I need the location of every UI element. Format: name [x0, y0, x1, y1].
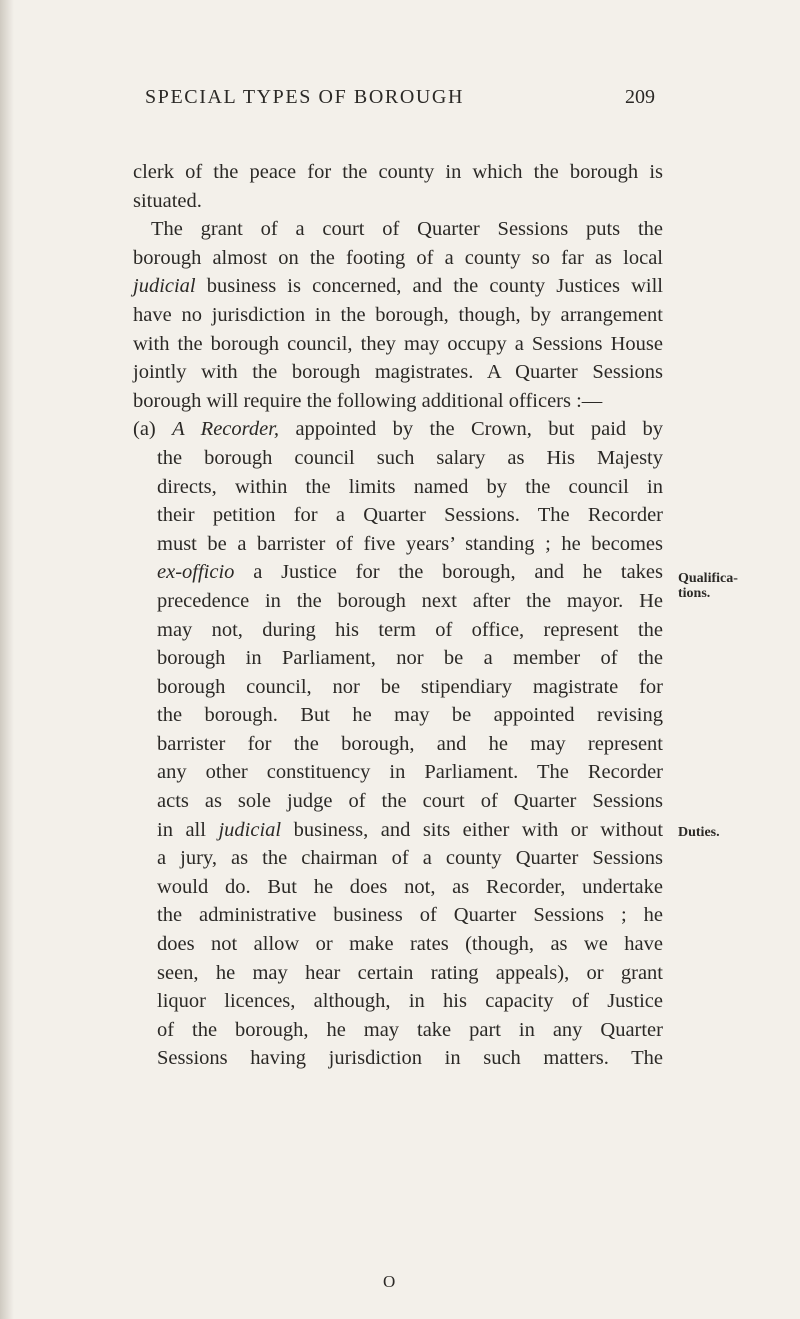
text-line: the borough council such salary as His Majesty: [157, 446, 663, 469]
italic-word: judicial: [218, 818, 282, 841]
text-line: does not allow or make rates (though, as we have: [157, 933, 663, 956]
page-edge-shadow: [0, 0, 14, 1319]
margin-note-line: Qualifica-: [678, 571, 738, 586]
text-line: would do. But he does not, as Recorder, undertake: [157, 875, 663, 898]
italic-term: ex-officio: [157, 561, 235, 584]
text-line: of the borough, he may take part in any Quarter: [157, 1018, 663, 1041]
text-line: the administrative business of Quarter Sessions ; he: [157, 904, 663, 927]
text-line: have no jurisdiction in the borough, though, by arrangement: [133, 303, 663, 326]
margin-note-qualifications: [678, 571, 788, 601]
text-line: situated.: [133, 189, 202, 212]
text-line: the borough. But he may be appointed revising: [157, 704, 663, 727]
text-line: liquor licences, although, in his capacity of Justice: [157, 990, 663, 1013]
text-fragment: business, and sits either with or without: [293, 818, 664, 841]
text-line: directs, within the limits named by the council in: [157, 475, 663, 498]
text-line: seen, he may hear certain rating appeals), or grant: [157, 961, 663, 984]
text-fragment: business is concerned, and the county Justices will: [206, 275, 663, 298]
margin-note-line: Duties.: [678, 825, 720, 840]
body-text: [133, 158, 663, 1073]
italic-term: A Recorder,: [172, 418, 280, 441]
margin-note-line: tions.: [678, 586, 711, 601]
signature-mark: O: [383, 1272, 396, 1291]
list-marker: (a): [133, 418, 156, 441]
text-line: borough in Parliament, nor be a member of the: [157, 647, 663, 670]
text-line: The grant of a court of Quarter Sessions puts the: [151, 218, 663, 241]
page-header: [145, 86, 655, 116]
text-line: a jury, as the chairman of a county Quarter Sessions: [157, 847, 663, 870]
text-line: acts as sole judge of the court of Quarter Sessions: [157, 790, 663, 813]
page-number: 209: [625, 86, 655, 108]
text-line: barrister for the borough, and he may represent: [157, 732, 663, 755]
text-line: [133, 816, 663, 845]
text-line: must be a barrister of five years’ standing ; he becomes: [157, 532, 663, 555]
text-line: precedence in the borough next after the mayor. He: [157, 589, 663, 612]
text-line: borough almost on the footing of a county so far as local: [133, 246, 663, 269]
text-line: clerk of the peace for the county in which the borough is: [133, 161, 663, 183]
text-line: Sessions having jurisdiction in such matters. The: [157, 1047, 663, 1070]
text-line: [133, 558, 663, 587]
text-line: [133, 415, 663, 444]
text-fragment: in all: [157, 818, 206, 841]
text-fragment: a Justice for the borough, and he takes: [253, 561, 663, 584]
text-line: borough council, nor be stipendiary magistrate for: [157, 675, 663, 698]
margin-note-duties: [678, 825, 788, 840]
text-line: any other constituency in Parliament. The Recorder: [157, 761, 663, 784]
text-line: [133, 272, 663, 301]
text-line: jointly with the borough magistrates. A Quarter Sessions: [133, 361, 663, 384]
text-line: borough will require the following additional officers :—: [133, 389, 603, 412]
text-line: may not, during his term of office, represent the: [157, 618, 663, 641]
text-line: their petition for a Quarter Sessions. The Recorder: [157, 504, 663, 527]
text-fragment: appointed by the Crown, but paid by: [295, 418, 664, 441]
italic-word: judicial: [133, 275, 196, 298]
running-head: SPECIAL TYPES OF BOROUGH: [145, 86, 465, 108]
text-line: with the borough council, they may occupy a Sessions House: [133, 332, 663, 355]
